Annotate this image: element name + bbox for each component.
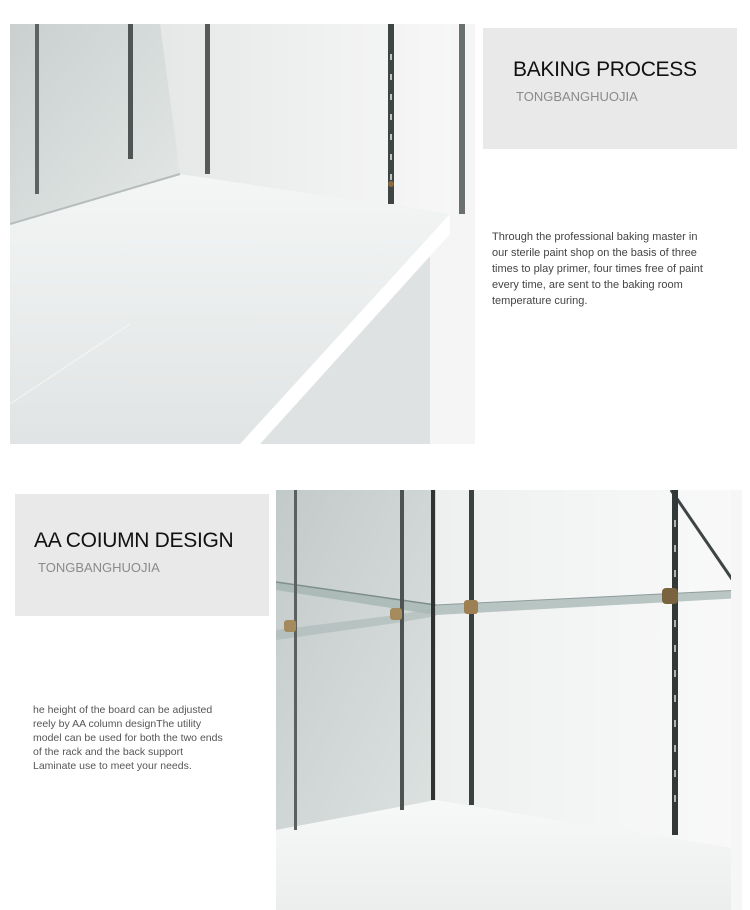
description-line: reely by AA column designThe utility: [33, 718, 202, 730]
section-subtitle: TONGBANGHUOJIA: [516, 89, 638, 104]
section-title: BAKING PROCESS: [513, 58, 697, 81]
description-line: Through the professional baking master in: [492, 231, 698, 243]
description-line: of the rack and the back support: [33, 746, 184, 758]
section-title-box-baking: [483, 28, 737, 149]
description-line: every time, are sent to the baking room: [492, 279, 683, 291]
description-line: he height of the board can be adjusted: [33, 704, 213, 716]
section-title: AA COIUMN DESIGN: [34, 529, 234, 552]
section-title-box-column: [15, 494, 269, 616]
description-line: times to play primer, four times free of paint: [492, 263, 703, 275]
section-subtitle: TONGBANGHUOJIA: [38, 560, 160, 575]
description-line: our sterile paint shop on the basis of three: [492, 247, 697, 259]
description-line: model can be used for both the two ends: [33, 732, 223, 744]
cabinet-photo-baking: [10, 24, 475, 444]
cabinet-photo-column: [276, 490, 742, 910]
description-line: temperature curing.: [492, 295, 588, 307]
description-line: Laminate use to meet your needs.: [33, 760, 192, 772]
section-description-baking: [492, 229, 703, 309]
section-description-column: [33, 703, 223, 773]
